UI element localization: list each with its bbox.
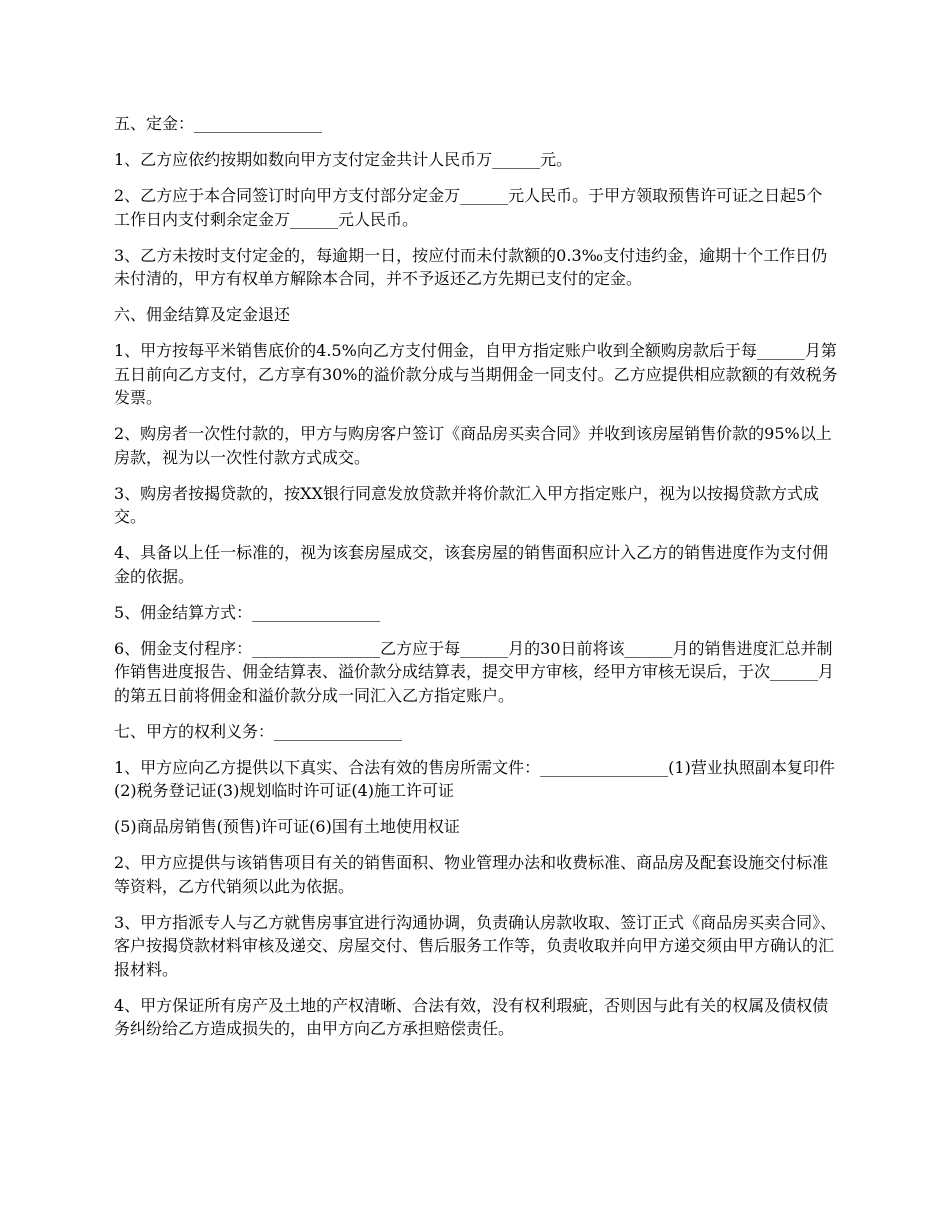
section-6-clause-5: 5、佣金结算方式：________________ [114, 602, 381, 622]
section-7-clause-2: 2、甲方应提供与该销售项目有关的销售面积、物业管理办法和收费标准、商品房及配套设施交付标准等资料，乙方代销须以此为依据。 [114, 853, 829, 896]
section-5-clause-3: 3、乙方未按时支付定金的，每逾期一日，按应付而未付款额的0.3‰支付违约金，逾期十个工作日仍未付清的，甲方有权单方解除本合同，并不予返还乙方先期已支付的定金。 [114, 245, 828, 288]
section-6-clause-2: 2、购房者一次性付款的，甲方与购房客户签订《商品房买卖合同》并收到该房屋销售价款的95%以上房款，视为以一次性付款方式成交。 [114, 424, 832, 467]
document-page [114, 112, 838, 1053]
section-5-title: 五、定金：________________ [114, 114, 323, 133]
section-7-clause-1: 1、甲方应向乙方提供以下真实、合法有效的售房所需文件：________________(1)营业执照副本复印件(2)税务登记证(3)规划临时许可证(4)施工许可证 [114, 757, 835, 800]
section-7-clause-4: 4、甲方保证所有房产及土地的产权清晰、合法有效，没有权利瑕疵，否则因与此有关的权属及债权债务纠纷给乙方造成损失的，由甲方向乙方承担赔偿责任。 [114, 995, 829, 1038]
section-5-clause-2: 2、乙方应于本合同签订时向甲方支付部分定金万______元人民币。于甲方领取预售许可证之日起5个工作日内支付剩余定金万______元人民币。 [114, 186, 823, 229]
section-6-title: 六、佣金结算及定金退还 [114, 305, 291, 324]
section-5-clause-1: 1、乙方应依约按期如数向甲方支付定金共计人民币万______元。 [114, 150, 573, 169]
section-6-clause-1: 1、甲方按每平米销售底价的4.5%向乙方支付佣金，自甲方指定账户收到全额购房款后于每______月第五日前向乙方支付，乙方享有30%的溢价款分成与当期佣金一同支付。乙方应提供相应款额的有效税务发票。 [114, 341, 838, 407]
section-7-clause-3: 3、甲方指派专人与乙方就售房事宜进行沟通协调，负责确认房款收取、签订正式《商品房买卖合同》、客户按揭贷款材料审核及递交、房屋交付、售后服务工作等，负责收取并向甲方递交须由甲方确认的汇报材料。 [114, 912, 837, 979]
section-7-clause-1-continued: (5)商品房销售(预售)许可证(6)国有土地使用权证 [114, 817, 460, 836]
section-6-clause-6: 6、佣金支付程序：________________乙方应于每______月的30日前将该______月的销售进度汇总并制作销售进度报告、佣金结算表、溢价款分成结算表，提交甲方审核，经甲方审核无误后，于次______月的第五日前将佣金和溢价款分成一同汇入乙方指定账户。 [114, 638, 835, 705]
section-6-clause-3: 3、购房者按揭贷款的，按XX银行同意发放贷款并将价款汇入甲方指定账户，视为以按揭贷款方式成交。 [114, 483, 819, 526]
section-7-title: 七、甲方的权利义务：________________ [114, 721, 403, 741]
section-6-clause-4: 4、具备以上任一标准的，视为该套房屋成交，该套房屋的销售面积应计入乙方的销售进度作为支付佣金的依据。 [114, 543, 829, 586]
